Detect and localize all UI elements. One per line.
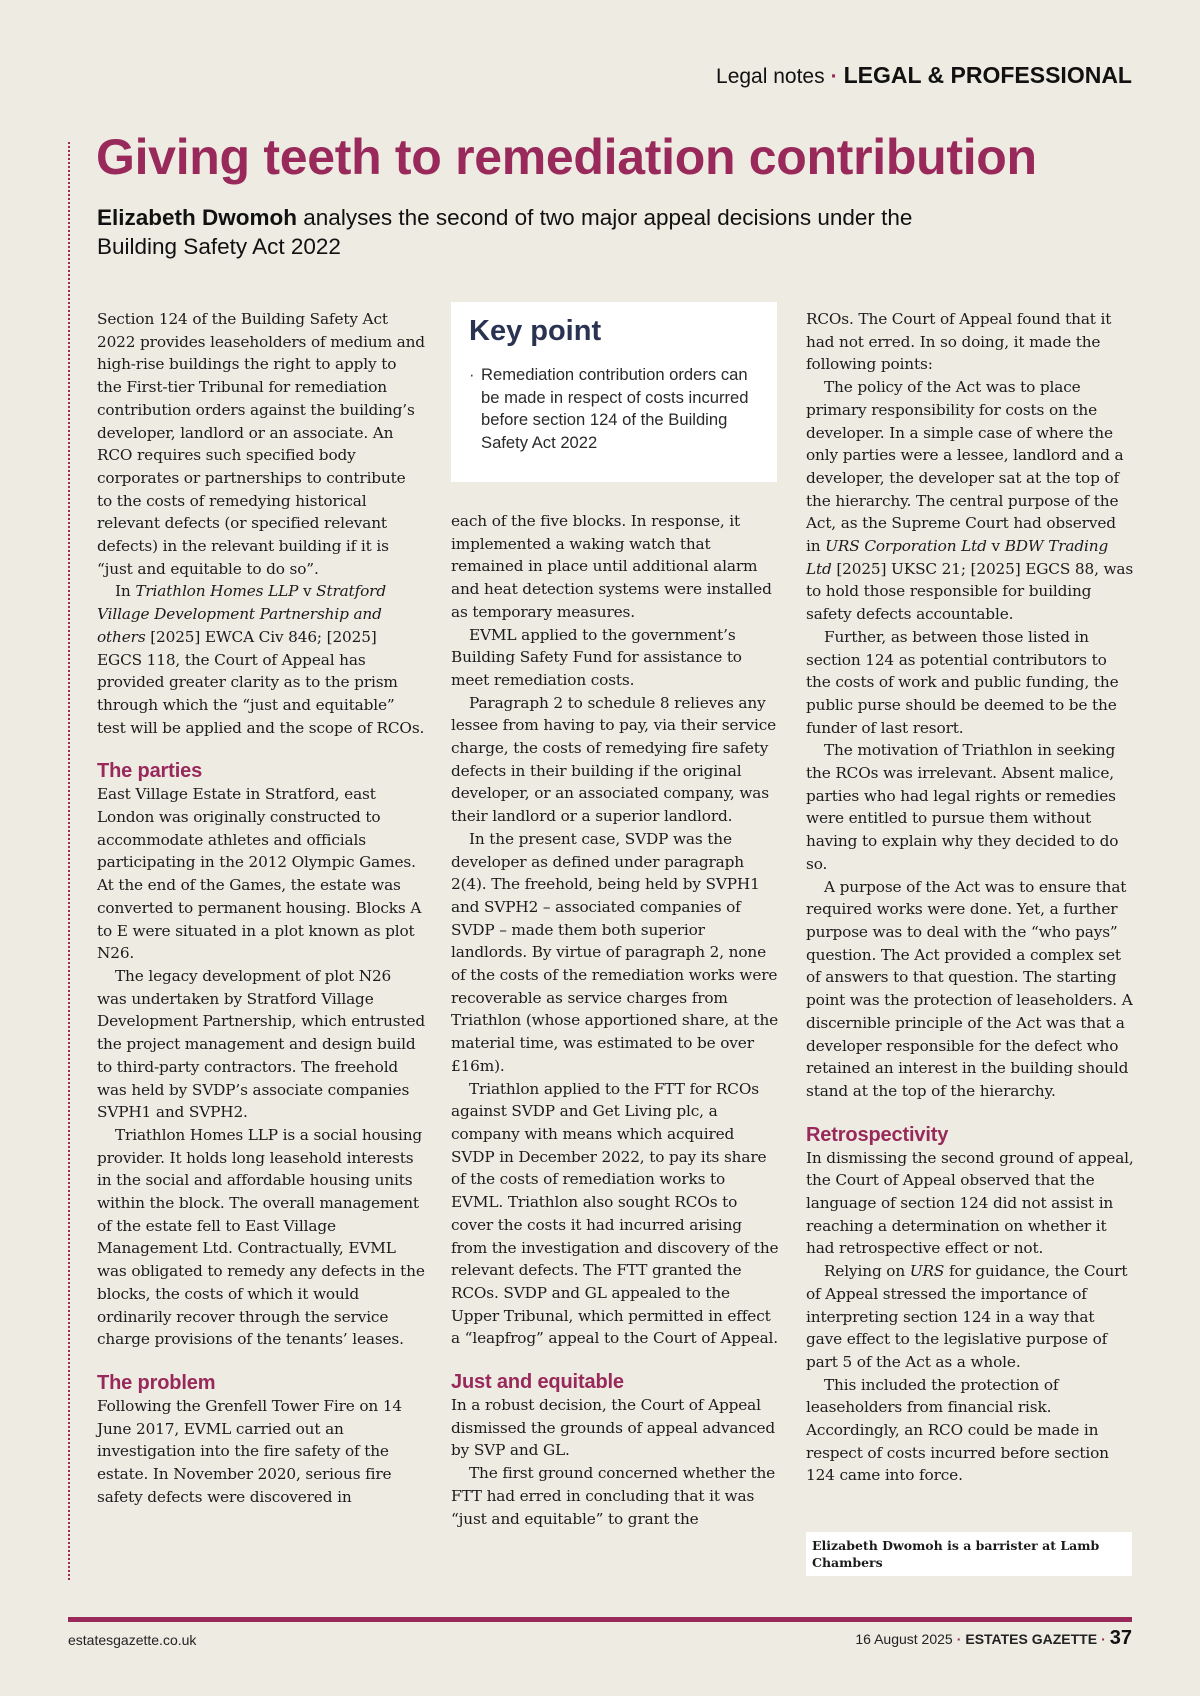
section-header [716, 62, 1132, 89]
paragraph: Section 124 of the Building Safety Act 2022 provides leaseholders of medium and high-rise buildings the right to apply to the First-tier Tribunal for remediation contribution orders against the building’s developer, landlord or an associate. An RCO requires such specified body corporates or partnerships to contribute to the costs of remedying historical relevant defects (or specified relevant defects) in the relevant building if it is “just and equitable to do so”. [97, 310, 425, 578]
bullet-icon: · [469, 365, 475, 384]
paragraph: East Village Estate in Stratford, east London was originally constructed to accommodate athletes and officials participating in the 2012 Olympic Games. At the end of the Games, the estate was converted to permanent housing. Blocks A to E were situated in a plot known as plot N26. [97, 785, 422, 963]
subheading-just-equitable: Just and equitable [451, 1371, 624, 1394]
paragraph: This included the protection of leaseholders from financial risk. Accordingly, an RCO could be made in respect of costs incurred before section 124 came into force. [806, 1375, 1109, 1485]
column-2 [451, 510, 779, 1530]
separator-dot: · [830, 65, 838, 88]
standfirst [97, 203, 977, 261]
separator-dot: · [956, 1631, 962, 1647]
case-name: BDW Trading Ltd [806, 537, 1109, 578]
paragraph: Paragraph 2 to schedule 8 relieves any lessee from having to pay, via their service charge, the costs of remedying fire safety defects in their building if the original developer, or an associated company, was their landlord or a superior landlord. [451, 693, 777, 826]
case-name: URS [909, 1262, 945, 1281]
case-name: Triathlon Homes LLP [135, 582, 299, 601]
issue-date: 16 August 2025 [855, 1631, 953, 1647]
paragraph: In dismissing the second ground of appeal, the Court of Appeal observed that the language of section 124 did not assist in reaching a determination on whether it had retrospective effect or not. [806, 1148, 1134, 1258]
dotted-margin-rule [68, 142, 70, 1580]
paragraph: A purpose of the Act was to ensure that required works were done. Yet, a further purpose was to deal with the “who pays” question. The Act provided a complex set of answers to that question. The starting point was the protection of leaseholders. A discernible principle of the Act was that a developer responsible for the defect who retained an interest in the building should stand at the top of the hierarchy. [806, 877, 1133, 1100]
subheading-parties: The parties [97, 760, 203, 783]
paragraph: Triathlon applied to the FTT for RCOs against SVDP and Get Living plc, a company with means which acquired SVDP in December 2022, to pay its share of the costs of remediation works to EVML. Triathlon also sought RCOs to cover the costs it had incurred arising from the investigation and discovery of the relevant defects. The FTT granted the RCOs. SVDP and GL appealed to the Upper Tribunal, which permitted in effect a “leapfrog” appeal to the Court of Appeal. [451, 1079, 779, 1348]
paragraph: Further, as between those listed in section 124 as potential contributors to the costs of work and public funding, the public purse should be deemed to be the funder of last resort. [806, 627, 1119, 737]
author-name: Elizabeth Dwomoh [97, 205, 298, 230]
magazine-name: ESTATES GAZETTE [965, 1631, 1098, 1647]
paragraph: The legacy development of plot N26 was undertaken by Stratford Village Development Partnership, which entrusted the project management and design build to third-party contractors. The freehold was held by SVDP’s associate companies SVPH1 and SVPH2. [97, 966, 426, 1122]
subheading-retrospectivity: Retrospectivity [806, 1123, 949, 1146]
key-point-item: · Remediation contribution orders can be made in respect of costs incurred before section 124 of the Building Safety Act 2022 [469, 365, 749, 452]
paragraph: Triathlon Homes LLP is a social housing provider. It holds long leasehold interests in the social and affordable housing units within the block. The overall management of the estate fell to East Village Management Ltd. Contractually, EVML was obligated to remedy any defects in the blocks, the costs of which it would ordinarily recover through the service charge provisions of the tenants’ leases. [97, 1125, 425, 1349]
paragraph: Relying on URS for guidance, the Court of Appeal stressed the importance of interpreting section 124 in a way that gave effect to the legislative purpose of part 5 of the Act as a whole. [806, 1262, 1128, 1371]
case-name: URS Corporation Ltd [825, 537, 987, 556]
subheading-problem: The problem [97, 1371, 216, 1394]
key-point-title: Key point [469, 315, 602, 347]
paragraph: In Triathlon Homes LLP v Stratford Village Development Partnership and others [2025] EWCA Civ 846; [2025] EGCS 118, the Court of Appeal has provided greater clarity as to the prism through which the “just and equitable” test will be applied and the scope of RCOs. [97, 582, 425, 737]
paragraph: The motivation of Triathlon in seeking the RCOs was irrelevant. Absent malice, parties who had legal rights or remedies were entitled to pursue them without having to explain why they decided to do so. [806, 741, 1119, 873]
paragraph: each of the five blocks. In response, it implemented a waking watch that remained in place until additional alarm and heat detection systems were installed as temporary measures. [451, 512, 772, 621]
paragraph: EVML applied to the government’s Building Safety Fund for assistance to meet remediation costs. [451, 625, 742, 689]
footer-url: estatesgazette.co.uk [68, 1632, 197, 1648]
author-bio: Elizabeth Dwomoh is a barrister at Lamb Chambers [806, 1532, 1132, 1576]
case-name: Stratford Village Development Partnership and others [97, 582, 386, 646]
column-1 [97, 308, 425, 1508]
page-number: 37 [1109, 1627, 1132, 1649]
paragraph: RCOs. The Court of Appeal found that it had not erred. In so doing, it made the following points: [806, 310, 1112, 374]
separator-dot: · [1101, 1631, 1106, 1647]
column-3 [806, 308, 1134, 1487]
paragraph: In the present case, SVDP was the developer as defined under paragraph 2(4). The freehold, being held by SVPH1 and SVPH2 – associated companies of SVDP – made them both superior landlords. By virtue of paragraph 2, none of the costs of the remediation works were recoverable as service charges from Triathlon (whose apportioned share, at the material time, was estimated to be over £16m). [451, 829, 779, 1075]
standfirst-text: analyses the second of two major appeal decisions under the Building Safety Act 2022 [97, 205, 913, 259]
footer-rule [68, 1617, 1132, 1622]
section-category: LEGAL & PROFESSIONAL [843, 62, 1132, 88]
footer-info [855, 1627, 1132, 1650]
paragraph: The first ground concerned whether the FTT had erred in concluding that it was “just and equitable” to grant the [451, 1464, 776, 1528]
paragraph: The policy of the Act was to place primary responsibility for costs on the developer. In a simple case of where the only parties were a lessee, landlord and a developer, the developer sat at the top of the hierarchy. The central purpose of the Act, as the Supreme Court had observed in URS Corporation Ltd v BDW Trading Ltd [2025] UKSC 21; [2025] EGCS 88, was to hold those responsible for building safety defects accountable. [806, 378, 1134, 624]
article-headline: Giving teeth to remediation contribution [96, 129, 1037, 185]
paragraph: Following the Grenfell Tower Fire on 14 June 2017, EVML carried out an investigation into the fire safety of the estate. In November 2020, serious fire safety defects were discovered in [97, 1396, 403, 1506]
paragraph: In a robust decision, the Court of Appeal dismissed the grounds of appeal advanced by SVP and GL. [451, 1396, 776, 1460]
key-point-box [451, 302, 777, 482]
section-name: Legal notes [716, 65, 825, 88]
